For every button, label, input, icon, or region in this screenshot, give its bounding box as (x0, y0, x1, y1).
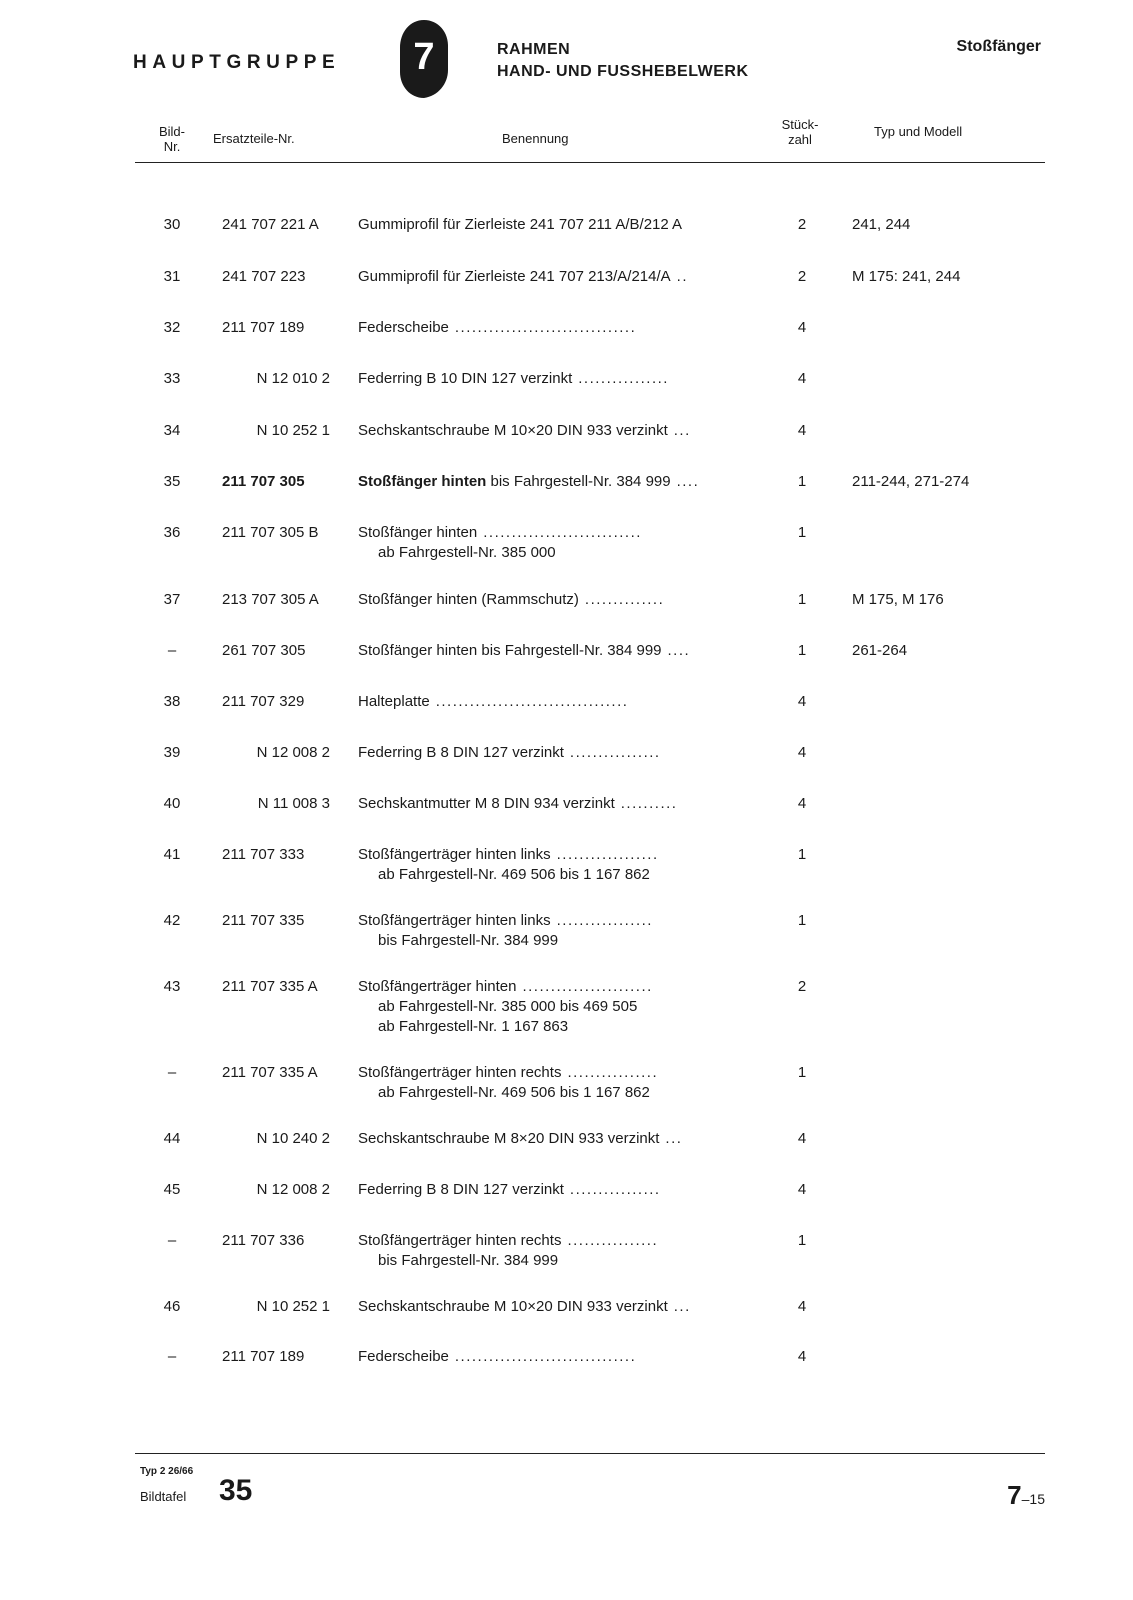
row-bild-nr: 45 (163, 1181, 181, 1198)
row-quantity: 4 (797, 693, 807, 710)
row-description-text (358, 794, 615, 814)
row-description (358, 1347, 766, 1367)
row-quantity: 1 (797, 912, 807, 929)
row-description (358, 1180, 766, 1200)
row-type-model: 261-264 (852, 642, 908, 659)
row-description-plain: Stoßfängerträger hinten links (358, 846, 551, 863)
footer-bildtafel-label: Bildtafel (140, 1489, 187, 1504)
row-description-subline: ab Fahrgestell-Nr. 469 506 bis 1 167 862 (378, 866, 650, 883)
row-part-number: 211 707 329 (222, 693, 305, 710)
row-part-number: 211 707 189 (222, 319, 305, 336)
row-description-text (358, 318, 449, 338)
row-description-line (358, 472, 766, 492)
row-description-line (358, 977, 766, 997)
row-bild-nr: – (167, 1232, 177, 1249)
row-part-number: 261 707 305 (222, 642, 306, 659)
row-description-line (358, 318, 766, 338)
row-description-line (358, 794, 766, 814)
row-quantity: 1 (797, 473, 807, 490)
row-bild-nr: 32 (163, 319, 181, 336)
row-quantity: 4 (797, 1348, 807, 1365)
row-bild-nr: 30 (163, 216, 181, 233)
column-header-typ-und-modell: Typ und Modell (874, 124, 963, 139)
row-part-number: 211 707 189 (222, 1348, 305, 1365)
footer-typ: Typ 2 26/66 (140, 1466, 194, 1477)
row-bild-nr: 44 (163, 1130, 181, 1147)
row-leader-dots: ................. (556, 912, 653, 929)
row-quantity: 4 (797, 370, 807, 387)
row-leader-dots: .................................. (435, 693, 629, 710)
row-description-line (358, 1180, 766, 1200)
header-rule (135, 162, 1045, 163)
row-description (358, 692, 766, 712)
row-quantity: 4 (797, 1181, 807, 1198)
row-part-number: 241 707 221 A (222, 216, 319, 233)
row-quantity: 4 (797, 422, 807, 439)
row-description (358, 794, 766, 814)
row-description-plain: Stoßfänger hinten (Rammschutz) (358, 591, 579, 608)
row-description-line (358, 215, 766, 235)
row-bild-nr: 37 (163, 591, 181, 608)
row-bild-nr: 38 (163, 693, 181, 710)
row-description-text (358, 1180, 564, 1200)
row-bild-nr: – (167, 1064, 177, 1081)
row-leader-dots: ... (673, 1298, 691, 1315)
group-title-line-1: RAHMEN (497, 41, 571, 58)
row-description-text (358, 472, 671, 492)
row-description-text (358, 1129, 659, 1149)
row-part-number: 211 707 335 A (222, 978, 318, 995)
row-bild-nr: – (167, 642, 177, 659)
row-description-text (358, 743, 564, 763)
group-number: 7 (413, 36, 435, 78)
row-description-text (358, 692, 430, 712)
row-quantity: 2 (797, 978, 807, 995)
row-quantity: 4 (797, 744, 807, 761)
row-quantity: 1 (797, 846, 807, 863)
row-description-text (358, 1063, 561, 1083)
column-header-benennung: Benennung (502, 131, 569, 146)
hauptgruppe-label: HAUPTGRUPPE (133, 52, 341, 73)
row-description-plain: Federring B 8 DIN 127 verzinkt (358, 744, 564, 761)
row-leader-dots: .... (676, 473, 700, 490)
row-leader-dots: .... (667, 642, 691, 659)
row-leader-dots: .................. (556, 846, 659, 863)
row-description (358, 911, 766, 951)
row-description-plain: Stoßfängerträger hinten rechts (358, 1064, 562, 1081)
row-quantity: 2 (797, 268, 807, 285)
row-leader-dots: ................ (569, 1181, 661, 1198)
row-leader-dots: ................ (578, 370, 669, 387)
row-type-model: M 175, M 176 (852, 591, 944, 608)
column-header-ersatzteile-nr: Ersatzteile-Nr. (213, 131, 295, 146)
row-leader-dots: .......... (620, 795, 678, 812)
row-quantity: 4 (797, 795, 807, 812)
row-quantity: 1 (797, 1064, 807, 1081)
row-description-text (358, 1231, 561, 1251)
row-description-line (358, 641, 766, 661)
row-type-model: 211-244, 271-274 (852, 473, 970, 490)
row-description-subline: ab Fahrgestell-Nr. 385 000 bis 469 505 (378, 998, 638, 1015)
row-description-text (358, 1297, 668, 1317)
row-leader-dots: ................................ (454, 319, 637, 336)
row-bild-nr: 41 (163, 846, 181, 863)
row-description-text (358, 590, 579, 610)
row-description-line (358, 421, 766, 441)
row-description-line (358, 743, 766, 763)
row-part-number: N 12 008 2 (256, 744, 330, 761)
row-description-plain: Stoßfängerträger hinten links (358, 912, 551, 929)
row-description-plain: Federscheibe (358, 1348, 449, 1365)
row-part-number: 211 707 335 A (222, 1064, 318, 1081)
row-description-plain: bis Fahrgestell-Nr. 384 999 (486, 473, 671, 490)
row-bild-nr: 43 (163, 978, 181, 995)
row-description-bold: Stoßfänger hinten (358, 473, 487, 490)
row-description-subline: ab Fahrgestell-Nr. 469 506 bis 1 167 862 (378, 1084, 650, 1101)
row-bild-nr: 34 (163, 422, 181, 439)
row-leader-dots: ................ (567, 1064, 659, 1081)
row-part-number: 211 707 336 (222, 1232, 305, 1249)
row-part-number: 211 707 333 (222, 846, 305, 863)
page-number: 7–15 (1007, 1480, 1045, 1510)
row-description (358, 215, 766, 235)
row-description-line (358, 1129, 766, 1149)
row-description-plain: Halteplatte (358, 693, 430, 710)
row-description-text (358, 911, 551, 931)
row-part-number: 211 707 305 (222, 473, 305, 490)
row-quantity: 4 (797, 1130, 807, 1147)
row-description-line (358, 1063, 766, 1083)
row-description (358, 523, 766, 563)
section-title: Stoßfänger (956, 38, 1041, 55)
row-description-subline: bis Fahrgestell-Nr. 384 999 (378, 1252, 559, 1269)
row-quantity: 1 (797, 591, 807, 608)
row-description-plain: Sechskantschraube M 10×20 DIN 933 verzinkt (358, 422, 668, 439)
row-description-line (358, 1297, 766, 1317)
row-description-line (358, 590, 766, 610)
row-description-subline: bis Fahrgestell-Nr. 384 999 (378, 932, 559, 949)
row-description-line (358, 267, 766, 287)
row-description-plain: Sechskantmutter M 8 DIN 934 verzinkt (358, 795, 615, 812)
row-description-line (358, 692, 766, 712)
row-leader-dots: .. (676, 268, 688, 285)
row-quantity: 2 (797, 216, 807, 233)
row-bild-nr: – (167, 1348, 177, 1365)
row-description-subline: ab Fahrgestell-Nr. 385 000 (378, 544, 556, 561)
row-description-text (358, 523, 477, 543)
row-description-plain: Federscheibe (358, 319, 449, 336)
row-description (358, 1297, 766, 1317)
row-description (358, 318, 766, 338)
row-description-line (358, 1347, 766, 1367)
row-part-number: N 12 010 2 (256, 370, 330, 387)
row-part-number: N 11 008 3 (257, 795, 330, 812)
row-bild-nr: 35 (163, 473, 181, 490)
row-description-plain: Sechskantschraube M 8×20 DIN 933 verzinkt (358, 1130, 660, 1147)
row-description-plain: Gummiprofil für Zierleiste 241 707 211 A/B/212 A (358, 216, 683, 233)
footer-rule (135, 1453, 1045, 1454)
row-description-text (358, 1347, 449, 1367)
row-description-text (358, 215, 682, 235)
row-description (358, 267, 766, 287)
row-description-line (358, 845, 766, 865)
footer-bildtafel-number: 35 (219, 1474, 253, 1507)
row-description-plain: Federring B 8 DIN 127 verzinkt (358, 1181, 564, 1198)
row-description-plain: Gummiprofil für Zierleiste 241 707 213/A/214/A (358, 268, 671, 285)
row-part-number: 241 707 223 (222, 268, 306, 285)
row-description-text (358, 369, 572, 389)
row-description (358, 421, 766, 441)
row-description (358, 369, 766, 389)
row-part-number: 211 707 335 (222, 912, 305, 929)
row-description (358, 977, 766, 1037)
row-leader-dots: ................ (567, 1232, 659, 1249)
row-bild-nr: 46 (163, 1298, 181, 1315)
row-description-plain: Stoßfängerträger hinten (358, 978, 517, 995)
row-part-number: 211 707 305 B (222, 524, 319, 541)
row-part-number: N 10 252 1 (256, 422, 330, 439)
row-description-line (358, 911, 766, 931)
row-leader-dots: .............. (584, 591, 665, 608)
row-bild-nr: 39 (163, 744, 181, 761)
row-type-model: M 175: 241, 244 (852, 268, 961, 285)
row-description-line (358, 523, 766, 543)
row-description (358, 845, 766, 885)
row-quantity: 1 (797, 1232, 807, 1249)
row-bild-nr: 33 (163, 370, 181, 387)
row-leader-dots: ....................... (522, 978, 653, 995)
row-type-model: 241, 244 (852, 216, 911, 233)
row-description (358, 1231, 766, 1271)
row-description (358, 641, 766, 661)
row-description-line (358, 369, 766, 389)
row-quantity: 4 (797, 1298, 807, 1315)
row-description-text (358, 641, 662, 661)
row-part-number: N 12 008 2 (256, 1181, 330, 1198)
row-description-text (358, 267, 671, 287)
row-description-line (358, 1231, 766, 1251)
row-part-number: N 10 240 2 (256, 1130, 330, 1147)
row-description-plain: Stoßfänger hinten (358, 524, 478, 541)
row-quantity: 4 (797, 319, 807, 336)
row-bild-nr: 31 (163, 268, 181, 285)
row-quantity: 1 (797, 642, 807, 659)
row-part-number: 213 707 305 A (222, 591, 319, 608)
row-bild-nr: 42 (163, 912, 181, 929)
row-description-plain: Sechskantschraube M 10×20 DIN 933 verzinkt (358, 1298, 668, 1315)
row-description (358, 1063, 766, 1103)
row-description (358, 472, 766, 492)
row-description-text (358, 977, 516, 997)
row-description-subline: ab Fahrgestell-Nr. 1 167 863 (378, 1018, 569, 1035)
row-description (358, 590, 766, 610)
row-description-plain: Stoßfänger hinten bis Fahrgestell-Nr. 384 999 (358, 642, 662, 659)
row-leader-dots: ................ (569, 744, 661, 761)
row-description-text (358, 421, 668, 441)
row-description (358, 1129, 766, 1149)
row-leader-dots: ... (665, 1130, 683, 1147)
row-part-number: N 10 252 1 (256, 1298, 330, 1315)
row-description-text (358, 845, 551, 865)
row-quantity: 1 (797, 524, 807, 541)
row-leader-dots: ............................ (483, 524, 642, 541)
row-leader-dots: ... (673, 422, 691, 439)
row-bild-nr: 40 (163, 795, 181, 812)
group-title-line-2: HAND- UND FUSSHEBELWERK (497, 63, 749, 80)
row-description (358, 743, 766, 763)
column-header-bild-nr: Bild- Nr. (158, 124, 185, 154)
row-leader-dots: ................................ (454, 1348, 637, 1365)
row-description-plain: Federring B 10 DIN 127 verzinkt (358, 370, 573, 387)
row-bild-nr: 36 (163, 524, 181, 541)
column-header-stueckzahl: Stück- zahl (781, 117, 819, 147)
row-description-plain: Stoßfängerträger hinten rechts (358, 1232, 562, 1249)
